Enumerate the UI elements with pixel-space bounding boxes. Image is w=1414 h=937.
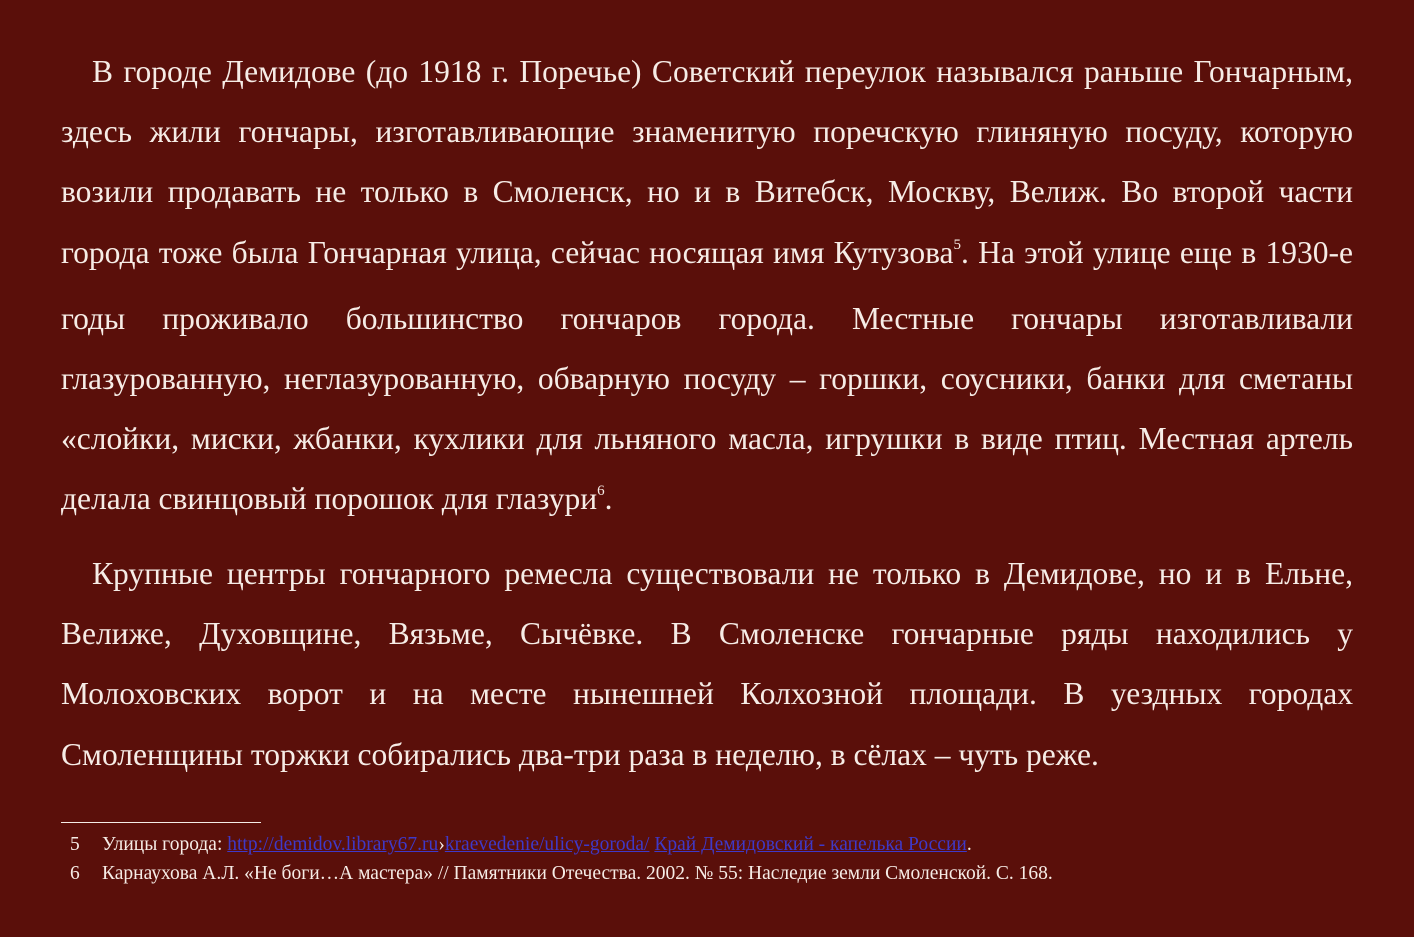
footnote-suffix: . xyxy=(966,834,972,855)
footnote-link-title[interactable]: Край Демидовский - капелька России xyxy=(654,834,967,855)
footnote-6 xyxy=(70,859,1370,888)
footnote-ref-5[interactable]: 5 xyxy=(953,236,962,253)
footnote-link-path[interactable]: kraevedenie/ulicy-goroda/ xyxy=(444,834,650,855)
paragraph-1 xyxy=(61,42,1353,536)
paragraph-1-text-c: . xyxy=(604,481,613,517)
footnotes xyxy=(70,830,1370,888)
footnote-number: 5 xyxy=(70,834,80,855)
footnote-prefix: Улицы города: xyxy=(102,834,228,855)
footnote-text: Карнаухова А.Л. «Не боги…А мастера» // Памятники Отечества. 2002. № 55: Наследие земли Смоленской. С. 168. xyxy=(102,863,1053,884)
paragraph-1-text-b: . На этой улице еще в 1930-е годы проживало большинство гончаров города. Местные гончары изготавливали глазурованную, неглазурованную, обварную посуду – горшки, соусники, банки для сметаны «слойки, миски, жбанки, кухлики для льняного масла, игрушки в виде птиц. Местная артель делала свинцовый порошок для глазури xyxy=(61,234,1353,517)
footnote-link-separator: › xyxy=(438,834,445,855)
paragraph-2: Крупные центры гончарного ремесла существовали не только в Демидове, но и в Ельне, Велиже, Духовщине, Вязьме, Сычёвке. В Смоленске гончарные ряды находились у Молоховских ворот и на месте нынешней Колхозной площади. В уездных городах Смоленщины торжки собирались два-три раза в неделю, в сёлах – чуть реже. xyxy=(61,556,1353,772)
paragraph-1-text-a: В городе Демидове (до 1918 г. Поречье) Советский переулок назывался раньше Гончарным, здесь жили гончары, изготавливающие знаменитую поречскую глиняную посуду, которую возили продавать не только в Смоленск, но и в Витебск, Москву, Велиж. Во второй части города тоже была Гончарная улица, сейчас носящая имя Кутузова xyxy=(61,54,1353,270)
footnote-5 xyxy=(70,830,1370,859)
footnote-ref-6[interactable]: 6 xyxy=(597,483,605,500)
footnote-separator xyxy=(61,822,261,823)
footnote-link-site[interactable]: http://demidov.library67.ru xyxy=(227,834,439,855)
footnote-number: 6 xyxy=(70,863,80,884)
